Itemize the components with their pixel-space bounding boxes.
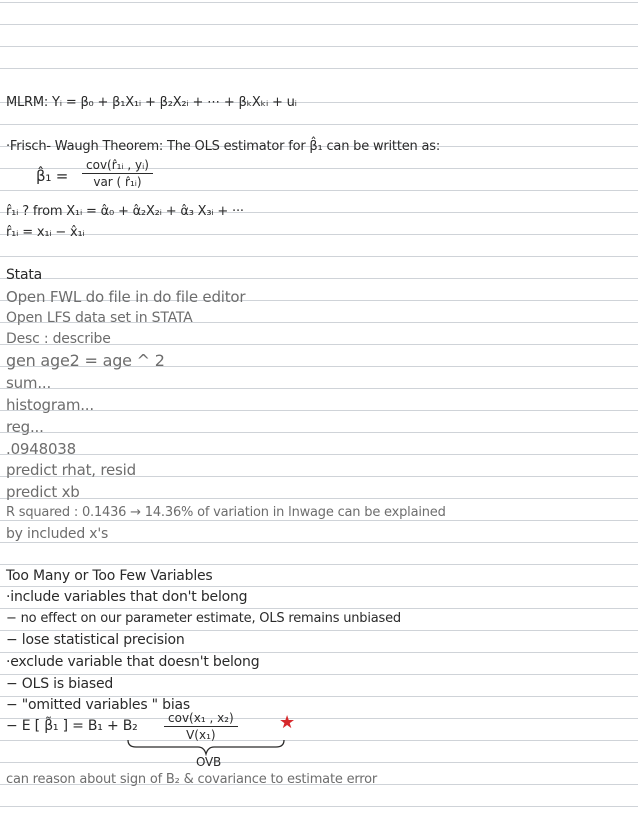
fwl-numerator: cov(r̂₁ᵢ , yᵢ) <box>82 158 153 174</box>
mlrm-equation: MLRM: Yᵢ = β₀ + β₁X₁ᵢ + β₂X₂ᵢ + ⋯ + βₖXₖᵢ + uᵢ <box>6 95 297 110</box>
stata-line-5: histogram... <box>6 396 94 414</box>
stata-line-6: reg... <box>6 418 44 436</box>
frisch-waugh-heading: ·Frisch- Waugh Theorem: The OLS estimator for β̂₁ can be written as: <box>6 139 441 154</box>
variables-line-2: − lose statistical precision <box>6 632 185 648</box>
ovb-brace-icon <box>126 738 286 756</box>
stata-line-10: R squared : 0.1436 → 14.36% of variation in lnwage can be explained <box>6 505 446 520</box>
stata-line-2: Desc : describe <box>6 331 111 347</box>
fwl-denominator: var ( r̂₁ᵢ) <box>93 175 142 189</box>
variables-line-5: − "omitted variables " bias <box>6 697 191 713</box>
ovb-numerator: cov(x₁ , x₂) <box>164 711 238 727</box>
stata-line-9: predict xb <box>6 483 80 501</box>
variables-line-4: − OLS is biased <box>6 676 114 692</box>
stata-heading: Stata <box>6 267 43 283</box>
fwl-fraction <box>82 158 153 189</box>
stata-line-8: predict rhat, resid <box>6 461 136 479</box>
ovb-denominator: V(x₁) <box>186 728 216 742</box>
stata-line-11: by included x's <box>6 526 109 542</box>
stata-line-7: .0948038 <box>6 440 76 458</box>
variables-line-0: ·include variables that don't belong <box>6 589 248 605</box>
stata-line-1: Open LFS data set in STATA <box>6 310 193 326</box>
variables-heading: Too Many or Too Few Variables <box>6 568 213 584</box>
variables-line-1: − no effect on our parameter estimate, OLS remains unbiased <box>6 611 401 626</box>
stata-line-0: Open FWL do file in do file editor <box>6 288 246 306</box>
stata-line-4: sum... <box>6 374 52 392</box>
stata-line-3: gen age2 = age ^ 2 <box>6 351 165 370</box>
conclusion-line: can reason about sign of B₂ & covariance to estimate error <box>6 772 378 787</box>
ovb-label: OVB <box>196 755 222 769</box>
expectation-lhs: − E [ β̃₁ ] = B₁ + B₂ <box>6 718 138 734</box>
residual-regression-line: r̂₁ᵢ ? from X₁ᵢ = α̂₀ + α̂₂X₂ᵢ + α̂₃ X₃ᵢ + ··· <box>6 204 244 219</box>
residual-definition-line: r̂₁ᵢ = x₁ᵢ − x̂₁ᵢ <box>6 225 85 240</box>
variables-line-3: ·exclude variable that doesn't belong <box>6 654 260 670</box>
star-icon: ★ <box>279 712 296 733</box>
beta-hat-lhs: β̂₁ = <box>36 167 69 185</box>
